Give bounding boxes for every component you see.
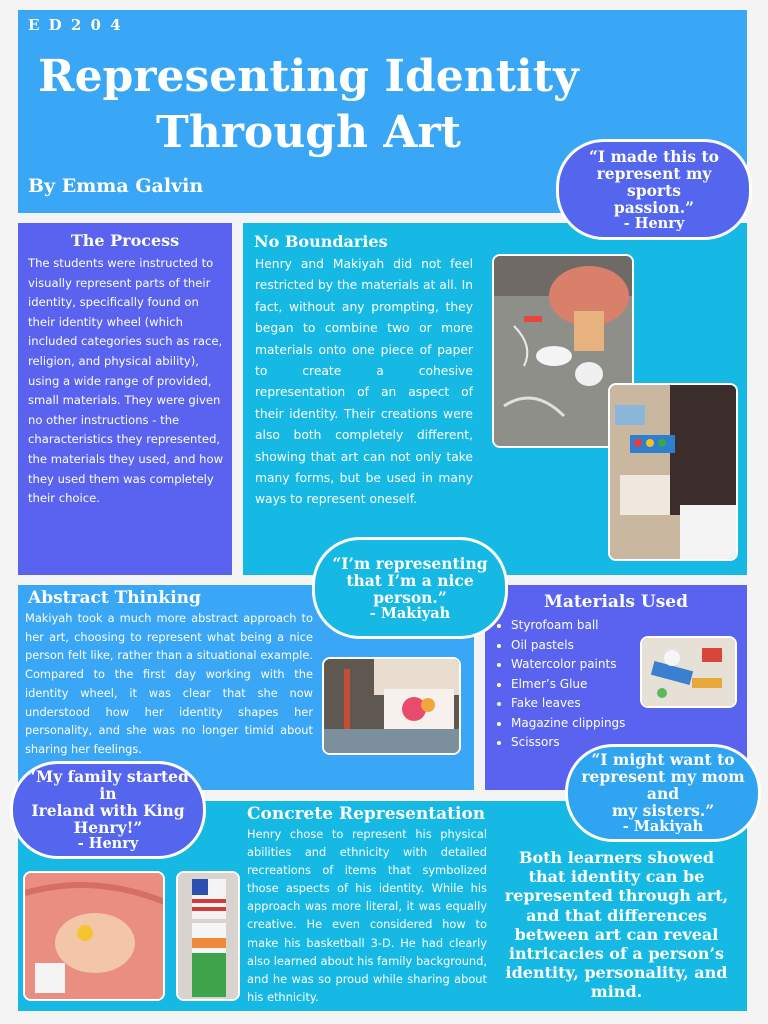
quote-sports-line1: “I made this to (588, 146, 720, 166)
photo-table-painting-image (610, 385, 738, 561)
course-code: E D 2 0 4 (28, 16, 123, 34)
process-panel (18, 223, 232, 575)
quote-sports (556, 139, 752, 240)
quote-sports-author: - Henry (623, 214, 685, 232)
materials-item: • Fake leaves (511, 694, 643, 714)
quote-family-line1: “My family started in (27, 767, 189, 803)
concrete-heading: Concrete Representation (247, 804, 486, 824)
quote-nice-line2: that I’m a nice (346, 570, 474, 590)
no-boundaries-heading: No Boundaries (254, 232, 388, 251)
photo-table-painting (608, 383, 738, 561)
page-title-line2: Through Art (156, 107, 461, 158)
materials-item: • Elmer’s Glue (511, 675, 643, 695)
quote-mom-line3: my sisters.” (611, 801, 715, 820)
materials-item: • Oil pastels (511, 636, 643, 656)
quote-nice-line3: person.” (373, 587, 447, 607)
no-boundaries-panel (243, 223, 747, 575)
quote-family-author: - Henry (77, 835, 139, 852)
process-heading: The Process (70, 231, 180, 250)
photo-flag-craft (176, 871, 240, 1001)
quote-family-line3: Henry!” (73, 818, 143, 837)
quote-nice (312, 537, 508, 639)
quote-family (10, 761, 206, 859)
quote-sports-line2: represent my sports (596, 163, 712, 200)
photo-henry-hands-image (25, 873, 165, 1001)
quote-mom-author: - Makiyah (622, 818, 704, 835)
photo-materials-image (642, 638, 737, 708)
materials-item: • Styrofoam ball (511, 616, 643, 636)
materials-item: • Watercolor paints (511, 655, 643, 675)
quote-mom-line2: represent my mom and (581, 767, 745, 803)
byline: By Emma Galvin (28, 175, 204, 197)
photo-flag-craft-image (178, 873, 240, 1001)
materials-heading: Materials Used (544, 592, 688, 612)
quote-family-line2: Ireland with King (31, 801, 185, 820)
photo-materials (640, 636, 737, 708)
no-boundaries-body: Henry and Makiyah did not feel restricted by the materials at all. In fact, without any prompting, they began to combine two or more materials onto one piece of paper to create a cohesive representation of an aspect of their identity. Their creations were also both completely different, showing that art can not only take many forms, but be used in many ways to represent oneself. (255, 257, 473, 507)
materials-list (493, 616, 643, 753)
photo-henry-hands (23, 871, 165, 1001)
quote-mom-line1: “I might want to (591, 750, 735, 769)
materials-item: • Magazine clippings (511, 714, 643, 734)
page-title-line1: Representing Identity (38, 51, 579, 102)
quote-sports-line3: passion.” (613, 197, 695, 217)
photo-abstract-art (322, 657, 461, 755)
conclusion-text: Both learners showed that identity can be represented through art, and that differences between art can reveal intricacies of a person’s identity, personality, and mind. (504, 848, 729, 1002)
quote-nice-line1: “I’m representing (332, 553, 488, 573)
process-body: The students were instructed to visually represent parts of their identity, specifically found on their identity wheel (which included categories such as race, religion, and physical ability), using a wide range of provided, small materials. They were given no other instructions - the characteristics they represented, the materials they used, and how they used them was completely their choice. (28, 256, 224, 506)
materials-item: • Scissors (511, 733, 643, 753)
concrete-body: Henry chose to represent his physical abilities and ethnicity with detailed recreations of items that symbolized those aspects of his identity. While his approach was more literal, it was equally creative. He even considered how to make his basketball 3-D. He had clearly also learned about his family background, and he was so proud while sharing about his ethnicity. (247, 827, 487, 1004)
photo-abstract-art-image (324, 659, 461, 755)
quote-nice-author: - Makiyah (369, 604, 451, 622)
abstract-body: Makiyah took a much more abstract approach to her art, choosing to represent what being a nice person felt like, rather than a situational example. Compared to the first day working with the identity wheel, it was clear that she now understood how her identity shapes her personality, and she was no longer timid about sharing her feelings. (25, 611, 313, 756)
abstract-heading: Abstract Thinking (28, 588, 201, 608)
quote-mom (565, 744, 761, 842)
